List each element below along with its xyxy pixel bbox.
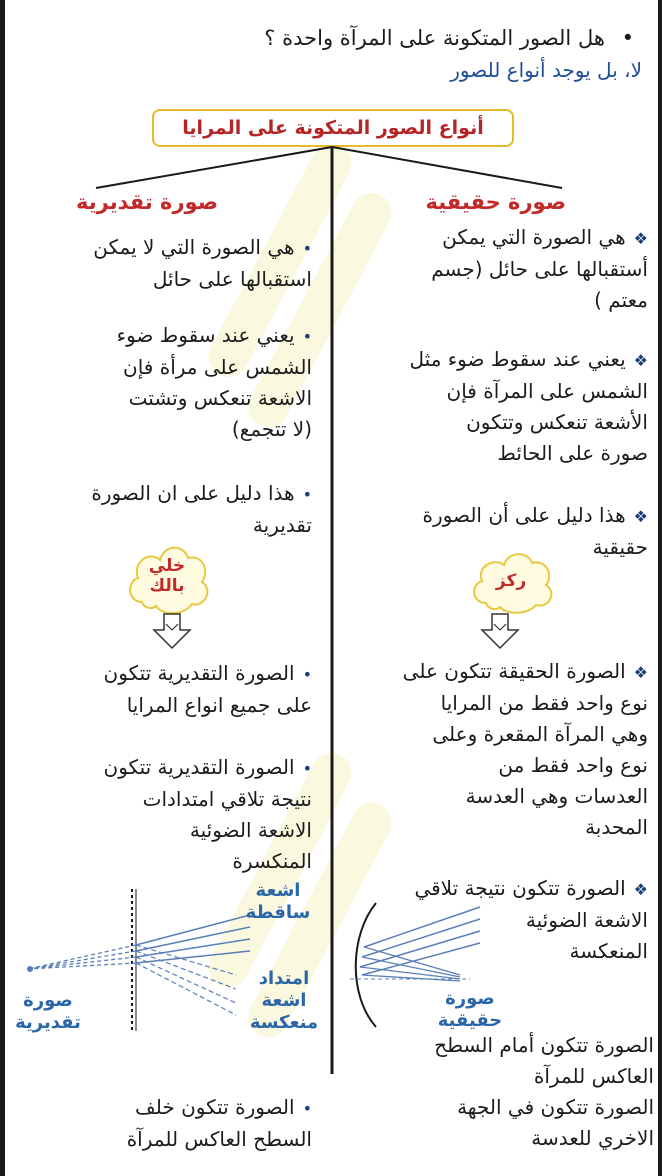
diamond-bullet-icon: ❖: [633, 880, 648, 899]
real-point-2: ❖يعني عند سقوط ضوء مثل الشمس على المرآة فإن الأشعة تنعكس وتتكون صورة على الحائط: [409, 347, 648, 465]
virtual-point-5: •الصورة التقديرية تتكون نتيجة تلاقي امتدادات الاشعة الضوئية المنكسرة: [103, 755, 312, 873]
note-cloud-attention: [122, 538, 212, 618]
diamond-bullet-icon: ❖: [633, 507, 648, 526]
note-cloud-focus: ركز: [466, 545, 556, 617]
incident-rays-label: اشعة ساقطة: [245, 880, 311, 923]
real-point-5: ❖الصورة تتكون نتيجة تلاقي الاشعة الضوئية المنعكسة: [414, 876, 648, 963]
real-point-1: ❖هي الصورة التي يمكن أستقبالها على حائل (جسم معتم ): [431, 225, 648, 312]
virtual-image-bottom-notes: •الصورة تتكون خلف السطح العاكس للمرآة: [126, 1095, 312, 1151]
virtual-point-1: •هي الصورة التي لا يمكن استقبالها على حائل: [93, 235, 312, 291]
dot-bullet-icon: •: [302, 759, 312, 778]
real-image-bottom-notes: الصورة تتكون أمام السطح العاكس للمرآة الصورة تتكون في الجهة الاخري للعدسة: [434, 1033, 654, 1150]
question-text: هل الصور المتكونة على المرآة واحدة ؟: [264, 26, 605, 50]
virtual-point-2: •يعني عند سقوط ضوء الشمس على مرأة فإن الاشعة تنعكس وتشتت (لا تتجمع): [116, 323, 312, 441]
real-point-4: ❖الصورة الحقيقة تتكون على نوع واحد فقط من المرايا وهي المرآة المقعرة وعلى نوع واحد فقط من العدسات وهي العدسة المحدبة: [402, 659, 648, 839]
note-text: خلي بالك: [148, 556, 186, 596]
virtual-point-4: •الصورة التقديرية تتكون على جميع انواع المرايا: [103, 661, 312, 717]
virtual-point-3: •هذا دليل على ان الصورة تقديرية: [91, 481, 312, 537]
virtual-image-heading: صورة تقديرية: [76, 190, 218, 214]
dot-bullet-icon: •: [302, 665, 312, 684]
reflected-extension-label: امتداد اشعة منعكسة: [249, 968, 319, 1033]
real-point-3: ❖هذا دليل على أن الصورة حقيقية: [422, 503, 648, 559]
virtual-image-diagram-label: صورة تقديرية: [15, 990, 81, 1033]
down-arrow-icon: [478, 612, 522, 652]
dot-bullet-icon: •: [302, 239, 312, 258]
branch-left: [96, 147, 332, 188]
branch-right: [332, 147, 562, 188]
dot-bullet-icon: •: [302, 1099, 312, 1118]
page-title: أنواع الصور المتكونة على المرايا: [152, 109, 514, 147]
diamond-bullet-icon: ❖: [633, 229, 648, 248]
down-arrow-icon: [150, 612, 194, 652]
real-image-heading: صورة حقيقية: [425, 190, 566, 214]
question-bullet: •: [621, 26, 634, 50]
real-image-diagram-label: صورة حقيقية: [437, 988, 503, 1031]
answer: لا، بل يوجد أنواع للصور: [450, 58, 642, 82]
dot-bullet-icon: •: [302, 327, 312, 346]
diamond-bullet-icon: ❖: [633, 351, 648, 370]
diamond-bullet-icon: ❖: [633, 663, 648, 682]
dot-bullet-icon: •: [302, 485, 312, 504]
